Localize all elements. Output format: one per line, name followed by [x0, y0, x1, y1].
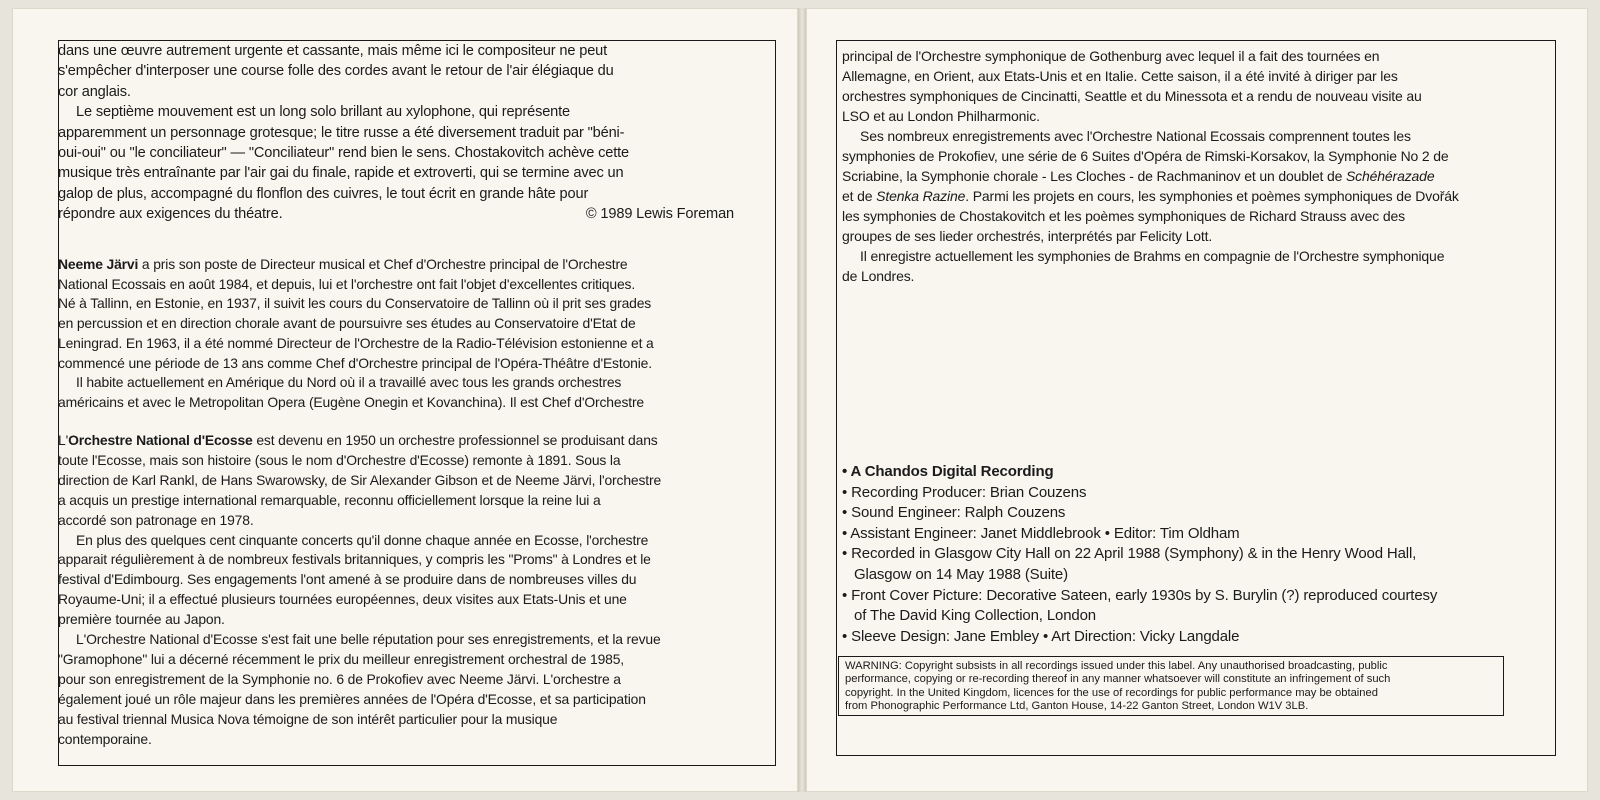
text-line: les symphonies de Chostakovitch et les poèmes symphoniques de Richard Strauss avec des: [842, 208, 1405, 224]
warning-line: performance, copying or re-recording thereof in any manner whatsoever will constitute an infringement of such: [845, 673, 1391, 686]
jarvi-biography: [58, 255, 748, 413]
copyright-warning-box: [838, 656, 1504, 716]
text-line: accordé son patronage en 1978.: [58, 511, 254, 528]
text-line: principal de l'Orchestre symphonique de Gothenburg avec lequel il a fait des tournées en: [842, 48, 1380, 64]
work-title: Stenka Razine: [876, 188, 966, 204]
text-line: américains et avec le Metropolitan Opera (Eugène Onegin et Kovanchina). Il est Chef d'Orchestre: [58, 393, 645, 410]
text-line: L'Orchestre National d'Ecosse s'est fait une belle réputation pour ses enregistrements, et la revue: [76, 631, 661, 648]
text-line: également joué un rôle majeur dans les premières années de l'Opéra d'Ecosse, et sa participation: [58, 690, 646, 707]
text-line: apparait régulièrement à de nombreux festivals britanniques, y compris les "Proms" à Londres et le: [58, 551, 651, 568]
essay-continuation: [58, 41, 748, 225]
text-line: de Londres.: [842, 268, 915, 284]
text-line: orchestres symphoniques de Cincinatti, Seattle et du Minessota et a rendu de nouveau visite au: [842, 88, 1422, 104]
text-line: première tournée au Japon.: [58, 611, 225, 628]
text-line: Ses nombreux enregistrements avec l'Orchestre National Ecossais comprennent toutes les: [860, 128, 1411, 144]
orchestra-name: Orchestre National d'Ecosse: [68, 432, 253, 448]
text-line: symphonies de Prokofiev, une série de 6 Suites d'Opéra de Rimski-Korsakov, la Symphonie No 2 de: [842, 148, 1449, 164]
text-line: direction de Karl Rankl, de Hans Swarowsky, de Sir Alexander Gibson et de Neeme Järvi, l'orchestre: [58, 471, 662, 488]
text-line: toute l'Ecosse, mais son histoire (sous le nom d'Orchestre d'Ecosse) remonte à 1891. Sous la: [58, 451, 621, 468]
text-line: cor anglais.: [58, 83, 131, 100]
credit-recorded: • Recorded in Glasgow City Hall on 22 April 1988 (Symphony) & in the Henry Wood Hall,: [842, 545, 1417, 563]
warning-line: from Phonographic Performance Ltd, Ganton House, 14-22 Ganton Street, London W1V 3LB.: [845, 700, 1309, 713]
text-line: a acquis un prestige international remarquable, reconnu officiellement lorsque la reine lui a: [58, 491, 601, 508]
jarvi-biography-continued: [842, 46, 1542, 286]
text-line: commencé une période de 13 ans comme Chef d'Orchestre principal de l'Opéra-Théâtre d'Estonie.: [58, 354, 652, 371]
text-line: contemporaine.: [58, 730, 152, 747]
credit-assistant-editor: • Assistant Engineer: Janet Middlebrook • Editor: Tim Oldham: [842, 524, 1240, 542]
booklet-spine: [798, 8, 806, 792]
copyright-credit: © 1989 Lewis Foreman: [585, 206, 734, 223]
credit-recorded-cont: Glasgow on 14 May 1988 (Suite): [854, 565, 1068, 583]
jarvi-name: Neeme Järvi: [58, 256, 139, 272]
text-line: musique très entraînante par l'air gai du finale, rapide et extroverti, qui se termine avec un: [58, 165, 624, 182]
text-line: galop de plus, accompagné du flonflon des cuivres, le tout écrit en grande hâte pour: [58, 185, 589, 202]
text-line: groupes de ses lieder orchestrés, interprétés par Felicity Lott.: [842, 228, 1213, 244]
text-line: en percussion et en direction chorale avant de poursuivre ses études au Conservatoire d'Etat de: [58, 315, 636, 332]
text-line: Allemagne, en Orient, aux Etats-Unis et en Italie. Cette saison, il a été invité à diriger par les: [842, 68, 1398, 84]
text-line: Il enregistre actuellement les symphonies de Brahms en compagnie de l'Orchestre symphonique: [860, 248, 1445, 264]
text-prefix: L': [58, 432, 69, 448]
text-line: festival d'Edimbourg. Ses engagements l'ont amené à se produire dans de nombreuses villes du: [58, 571, 637, 588]
text-line: Il habite actuellement en Amérique du Nord où il a travaillé avec tous les grands orchestres: [76, 374, 622, 391]
text-line: En plus des quelques cent cinquante concerts qu'il donne chaque année en Ecosse, l'orchestre: [76, 531, 649, 548]
text-line: National Ecossais en août 1984, et depuis, lui et l'orchestre ont fait l'objet d'excellentes critiques.: [58, 275, 636, 292]
orchestra-biography: [58, 431, 748, 750]
warning-line: WARNING: Copyright subsists in all recordings issued under this label. Any unauthorised broadcasting, public: [845, 660, 1388, 672]
text-line: répondre aux exigences du théatre.: [58, 206, 283, 223]
text-line: pour son enregistrement de la Symphonie no. 6 de Prokofiev avec Neeme Järvi. L'orchestre a: [58, 670, 621, 687]
text-line: au festival triennal Musica Nova témoigne de son intérêt particulier pour la musique: [58, 710, 558, 727]
text-line: oui-oui" ou "le conciliateur" — "Conciliateur" rend bien le sens. Chostakovitch achève cette: [58, 145, 630, 162]
text-line: Né à Tallinn, en Estonie, en 1937, il suivit les cours du Conservatoire de Tallinn où il prit ses grades: [58, 295, 652, 312]
text-line: Le septième mouvement est un long solo brillant au xylophone, qui représente: [76, 104, 571, 121]
text-line: Leningrad. En 1963, il a été nommé Directeur de l'Orchestre de la Radio-Télévision estonienne et a: [58, 334, 654, 351]
text-line: . Parmi les projets en cours, les symphonies et poèmes symphoniques de Dvořák: [965, 188, 1459, 204]
text-line: "Gramophone" lui a décerné récemment le prix du meilleur enregistrement orchestral de 1985,: [58, 650, 625, 667]
warning-line: copyright. In the United Kingdom, licences for the use of recordings for public performance may be obtained: [845, 686, 1378, 699]
recording-credits: [842, 462, 1542, 647]
text-line: Royaume-Uni; il a effectué plusieurs tournées européennes, deux visites aux Etats-Unis et une: [58, 591, 627, 608]
work-title: Schéhérazade: [1345, 168, 1435, 184]
credit-producer: • Recording Producer: Brian Couzens: [842, 483, 1087, 501]
text-fragment: et de: [842, 188, 877, 204]
credit-sound-engineer: • Sound Engineer: Ralph Couzens: [842, 504, 1066, 522]
text-line: LSO et au London Philharmonic.: [842, 108, 1040, 124]
credit-cover-picture-cont: of The David King Collection, London: [854, 607, 1096, 625]
credits-headline: • A Chandos Digital Recording: [842, 463, 1054, 480]
credit-design: • Sleeve Design: Jane Embley • Art Direction: Vicky Langdale: [842, 627, 1240, 645]
text-line: est devenu en 1950 un orchestre professionnel se produisant dans: [252, 432, 658, 448]
text-line: apparemment un personnage grotesque; le titre russe a été diversement traduit par "béni-: [58, 124, 625, 141]
text-line: s'empêcher d'interposer une course folle des cordes avant le retour de l'air élégiaque du: [58, 63, 614, 80]
text-line: Scriabine, la Symphonie chorale - Les Cloches - de Rachmaninov et un doublet de: [842, 168, 1346, 184]
text-line: a pris son poste de Directeur musical et Chef d'Orchestre principal de l'Orchestre: [138, 256, 628, 272]
credit-cover-picture: • Front Cover Picture: Decorative Sateen, early 1930s by S. Burylin (?) reproduced courtesy: [842, 586, 1438, 604]
text-line: dans une œuvre autrement urgente et cassante, mais même ici le compositeur ne peut: [58, 43, 608, 59]
